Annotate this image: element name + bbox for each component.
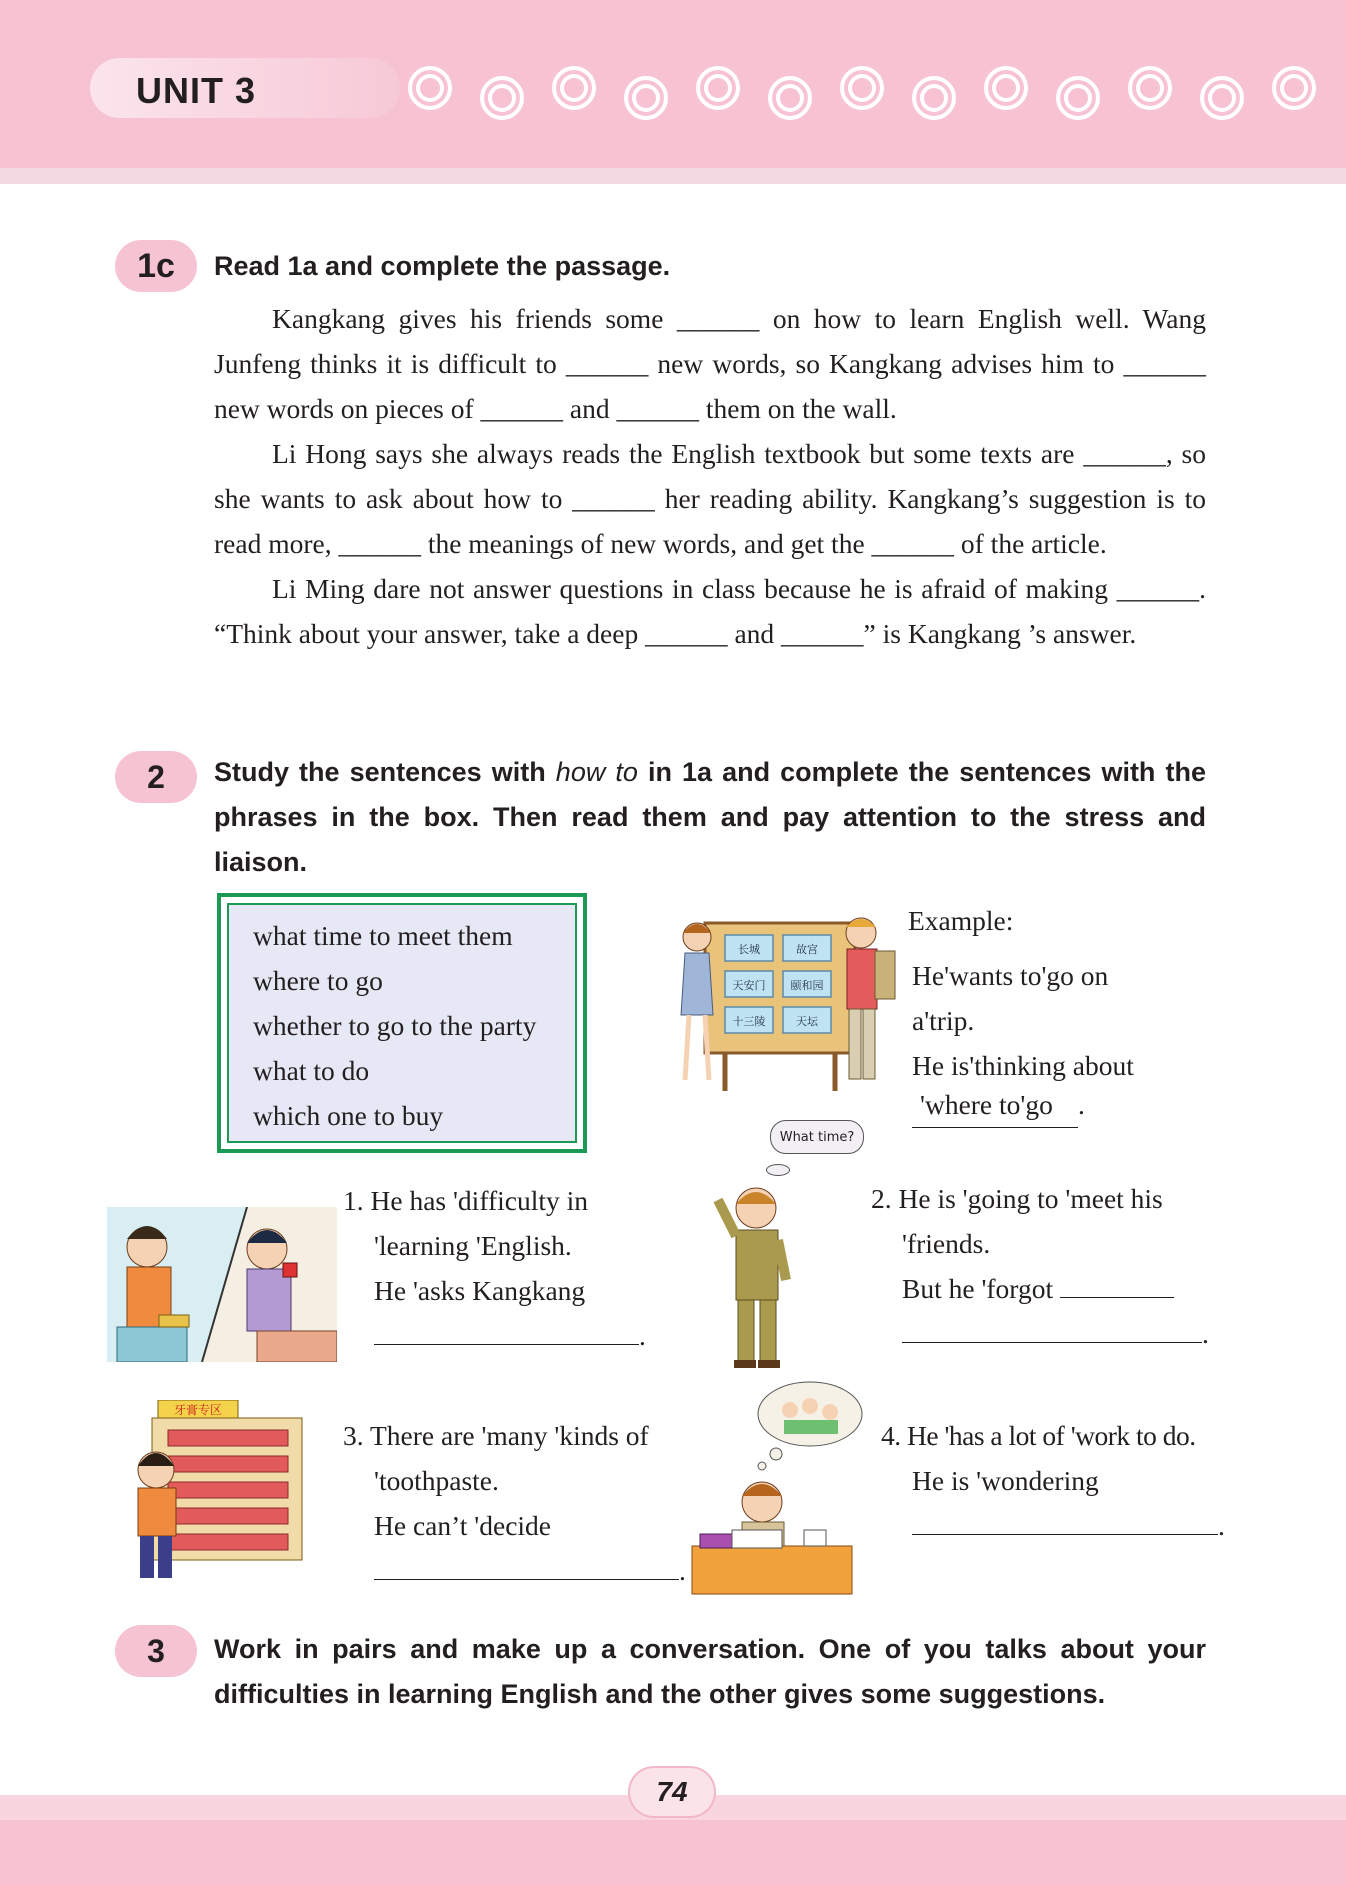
example-label: Example:	[908, 905, 1014, 936]
item-2-line-3: But he 'forgot	[902, 1266, 1174, 1311]
answer-blank[interactable]	[1060, 1269, 1174, 1298]
ring-icon	[552, 66, 596, 110]
item-1-line-3: He 'asks Kangkang	[374, 1275, 586, 1306]
ring-icon	[480, 76, 524, 120]
section-3-instruction: Work in pairs and make up a conversation. One of you talks about your difficulties in learning English and the other gives some suggestions.	[214, 1634, 1206, 1709]
item-2-line-2: 'friends.	[902, 1228, 991, 1259]
thought-bubble-dot	[766, 1164, 790, 1176]
passage-paragraph-3: Li Ming dare not answer questions in class because he is afraid of making ______. “Think about your answer, take a deep ______ and ______” is Kangkang ’s answer.	[214, 573, 1206, 649]
ring-icon	[624, 76, 668, 120]
answer-blank[interactable]	[912, 1506, 1218, 1535]
phrase-box-inner	[227, 903, 577, 1143]
board-label: 天坛	[796, 1015, 818, 1028]
ring-icon	[1056, 76, 1100, 120]
phrase-item: what to do	[253, 1055, 370, 1086]
phrase-item: which one to buy	[253, 1100, 444, 1131]
answer-blank[interactable]	[902, 1314, 1202, 1343]
example-line-3: He is'thinking about	[912, 1050, 1134, 1081]
section-1c-instruction: Read 1a and complete the passage.	[214, 251, 671, 281]
board-label: 颐和园	[790, 979, 824, 992]
section-3-badge: 3	[115, 1625, 197, 1677]
header-strip	[0, 168, 1346, 184]
ring-icon	[1128, 66, 1172, 110]
answer-blank[interactable]	[374, 1316, 639, 1345]
item-1-answer: .	[374, 1313, 646, 1358]
ring-icon	[768, 76, 812, 120]
thought-bubble: What time?	[770, 1120, 864, 1154]
section-1c-badge: 1c	[115, 240, 197, 292]
thinking-man-illustration	[700, 1180, 820, 1370]
passage	[214, 296, 1206, 656]
phrase-item: what time to meet them	[253, 920, 513, 951]
ring-icon	[984, 66, 1028, 110]
item-3-line-3: He can’t 'decide	[374, 1510, 551, 1541]
item-3-line-2: 'toothpaste.	[374, 1465, 499, 1496]
unit-title: UNIT 3	[136, 70, 257, 111]
board-label: 天安门	[732, 979, 766, 992]
phrase-item: whether to go to the party	[253, 1010, 537, 1041]
item-3-answer: .	[374, 1548, 686, 1593]
decorative-rings	[400, 60, 1346, 130]
phone-call-illustration	[107, 1207, 337, 1362]
board-illustration	[665, 905, 905, 1095]
item-1-line-1: 1. He has 'difficulty in	[343, 1185, 589, 1216]
example-answer-text: 'where to'go	[912, 1082, 1078, 1128]
item-3-line-1: 3. There are 'many 'kinds of	[343, 1420, 649, 1451]
ring-icon	[696, 66, 740, 110]
passage-paragraph-2: Li Hong says she always reads the English textbook but some texts are ______, so she wants to ask about how to ______ her reading ability. Kangkang’s suggestion is to read more, ______ the meanings of new words, and get the ______ of the article.	[214, 438, 1206, 559]
example-line-1: He'wants to'go on	[912, 960, 1109, 991]
example-answer: 'where to'go .	[912, 1082, 1085, 1128]
section-2-instruction: Study the sentences with how to in 1a and complete the sentences with the phrases in the box. Then read them and pay attention to the stress and liaison.	[214, 757, 1206, 877]
item-4-answer: .	[912, 1503, 1225, 1548]
shop-sign: 牙膏专区	[173, 1403, 223, 1417]
board-label: 十三陵	[732, 1015, 766, 1028]
ring-icon	[840, 66, 884, 110]
item-1-line-2: 'learning 'English.	[374, 1230, 572, 1261]
item-4-line-2: He is 'wondering	[912, 1465, 1099, 1496]
item-2-line-1: 2. He is 'going to 'meet his	[871, 1183, 1163, 1214]
board-label: 故宫	[796, 943, 818, 956]
phrase-box	[217, 893, 587, 1153]
ring-icon	[1200, 76, 1244, 120]
ring-icon	[408, 66, 452, 110]
ring-icon	[1272, 66, 1316, 110]
toothpaste-shop-illustration	[128, 1400, 303, 1585]
page-number: 74	[628, 1766, 716, 1818]
desk-boy-illustration	[684, 1380, 864, 1602]
phrase-item: where to go	[253, 965, 383, 996]
board-label: 长城	[738, 943, 760, 956]
passage-paragraph-1: Kangkang gives his friends some ______ on how to learn English well. Wang Junfeng thinks it is difficult to ______ new words, so Kangkang advises him to ______ new words on pieces of ______ and ______ them on the wall.	[214, 303, 1206, 424]
ring-icon	[912, 76, 956, 120]
item-2-answer: .	[902, 1311, 1209, 1356]
example-line-2: a'trip.	[912, 1005, 975, 1036]
item-4-line-1: 4. He 'has a lot of 'work to do.	[881, 1420, 1196, 1451]
section-2-badge: 2	[115, 751, 197, 803]
footer-band	[0, 1820, 1346, 1885]
answer-blank[interactable]	[374, 1551, 679, 1580]
